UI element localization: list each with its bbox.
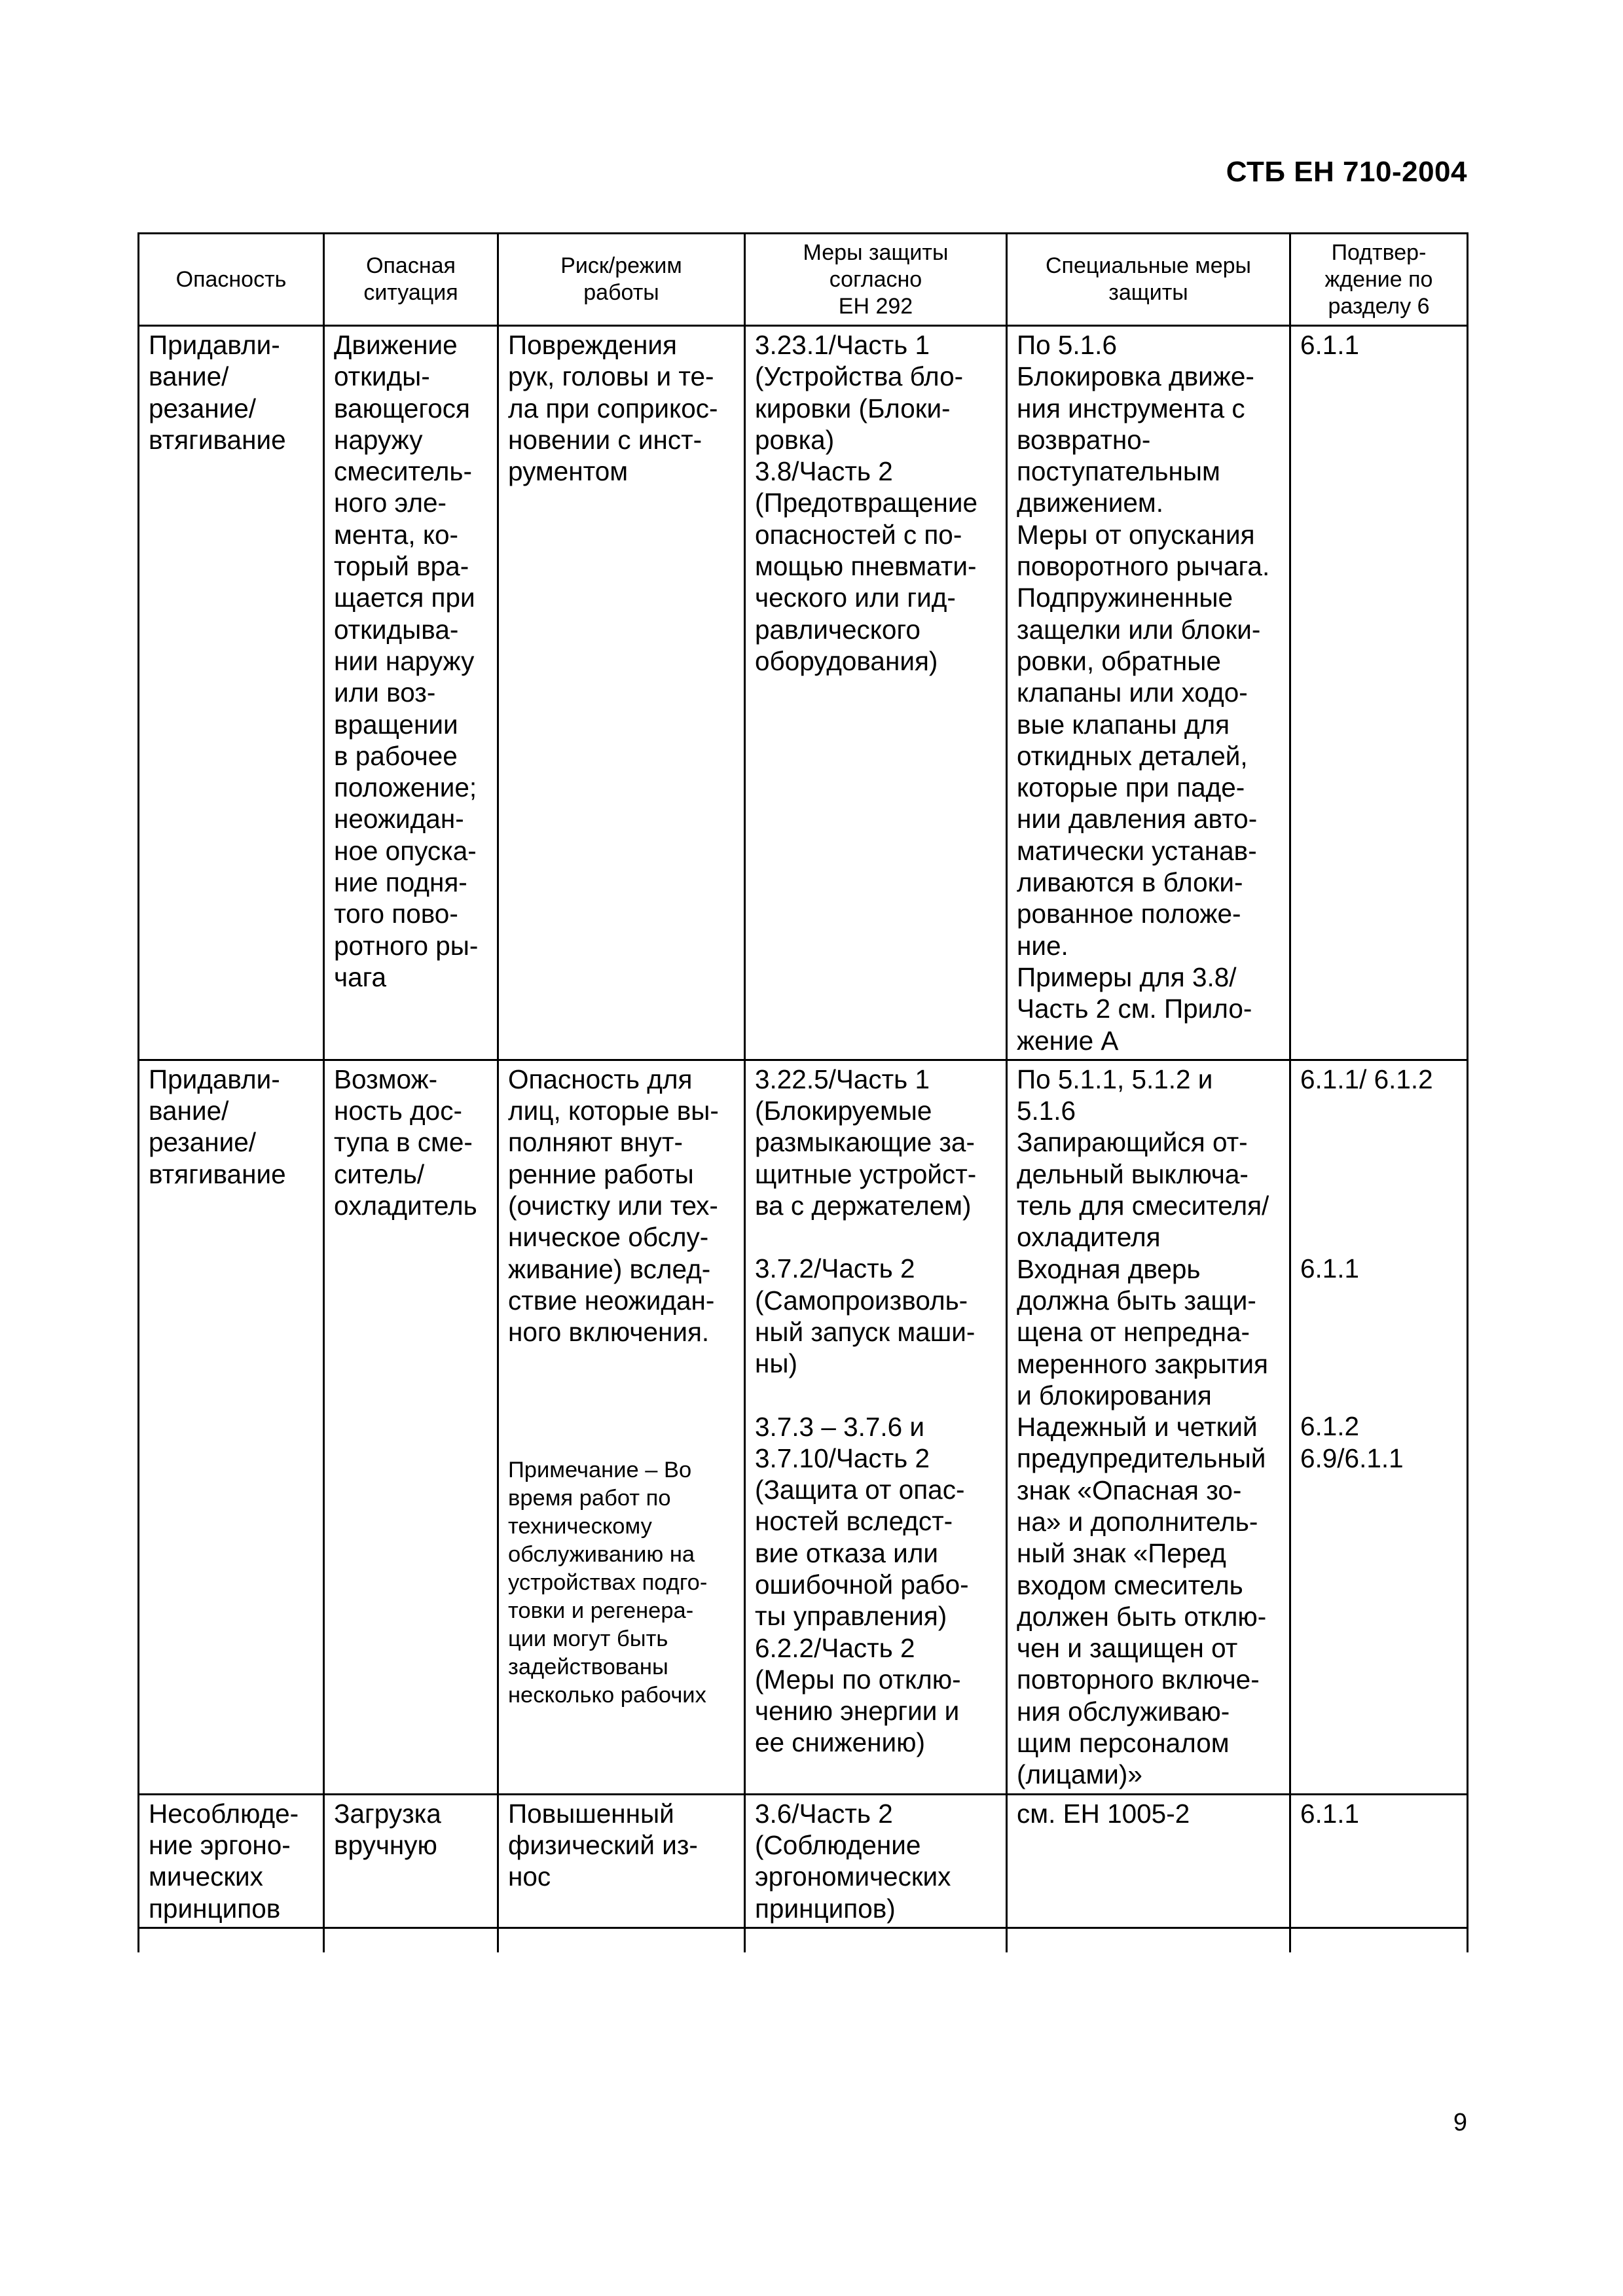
confirm-block-b: 6.1.1	[1300, 1253, 1360, 1284]
cell-hazard: Придавли- вание/ резание/ втягивание	[139, 1060, 324, 1794]
special-block-b: Входная дверь должна быть защи- щена от непредна- меренного закрытия и блокирования	[1017, 1253, 1268, 1410]
cell-measures: 3.6/Часть 2 (Соблюдение эргономических принципов)	[745, 1794, 1007, 1928]
column-header-confirm: Подтвер- ждение по разделу 6	[1290, 234, 1468, 326]
document-code: СТБ ЕН 710-2004	[1226, 156, 1467, 188]
cell-measures	[745, 1060, 1007, 1794]
cell-special: По 5.1.6 Блокировка движе- ния инструмента с возвратно- поступательным движением. Меры от опускания поворотного рычага. Подпружиненные защелки или блоки- ровки, обратные клапаны или ходо- вые клапаны для откидных деталей, которые при паде- нии давления авто- матически устанав- ливаются в блоки- рованное положе- ние. Примеры для 3.8/ Часть 2 см. Прило- жение А	[1007, 326, 1290, 1060]
column-header-hazard: Опасность	[139, 234, 324, 326]
cell-confirm: 6.1.1	[1290, 326, 1468, 1060]
table-row	[139, 326, 1468, 1060]
special-block-a: По 5.1.1, 5.1.2 и 5.1.6 Запирающийся от- дельный выключа- тель для смесителя/ охладителя	[1017, 1064, 1269, 1253]
cell-situation: Движение откиды- вающегося наружу смеситель- ного эле- мента, ко- торый вра- щается при откидыва- нии наружу или воз- вращении в рабочее положение; неожидан- ное опуска- ние подня- того пово- ротного ры- чага	[324, 326, 498, 1060]
column-header-measures: Меры защиты согласно ЕН 292	[745, 234, 1007, 326]
cell-risk: Повреждения рук, головы и те- ла при соприкос- новении с инст- рументом	[498, 326, 745, 1060]
table-row-empty	[139, 1928, 1468, 1952]
risk-text: Опасность для лиц, которые вы- полняют внут- ренние работы (очистку или тех- ническое обслу- живание) вслед- ствие неожидан- ного включения.	[508, 1064, 719, 1348]
measures-block-b: 3.7.2/Часть 2 (Самопроизволь- ный запуск маши- ны)	[755, 1253, 976, 1379]
confirm-block-c: 6.1.2 6.9/6.1.1	[1300, 1411, 1404, 1473]
cell-confirm	[1290, 1060, 1468, 1794]
column-header-special: Специальные меры защиты	[1007, 234, 1290, 326]
cell-situation: Возмож- ность дос- тупа в сме- ситель/ охладитель	[324, 1060, 498, 1794]
page-number: 9	[1453, 2109, 1467, 2136]
measures-block-c: 3.7.3 – 3.7.6 и 3.7.10/Часть 2 (Защита от опас- ностей вследст- вие отказа или ошибочной рабо- ты управления) 6.2.2/Часть 2 (Меры по отклю- чению энергии и ее снижению)	[755, 1411, 969, 1758]
column-header-risk: Риск/режим работы	[498, 234, 745, 326]
column-header-situation: Опасная ситуация	[324, 234, 498, 326]
table-row	[139, 1060, 1468, 1794]
table-header-row	[139, 234, 1468, 326]
cell-risk	[498, 1060, 745, 1794]
cell-situation: Загрузка вручную	[324, 1794, 498, 1928]
hazard-table	[137, 232, 1468, 1952]
special-block-c: Надежный и четкий предупредительный знак «Опасная зо- на» и дополнитель- ный знак «Перед входом смеситель должен быть отклю- чен и защищен от повторного включе- ния обслуживаю- щим персоналом (лицами)»	[1017, 1412, 1267, 1790]
cell-special	[1007, 1060, 1290, 1794]
cell-confirm: 6.1.1	[1290, 1794, 1468, 1928]
cell-measures: 3.23.1/Часть 1 (Устройства бло- кировки (Блоки- ровка) 3.8/Часть 2 (Предотвращение опасностей с по- мощью пневмати- ческого или гид- равлического оборудования)	[745, 326, 1007, 1060]
cell-hazard: Придавли- вание/ резание/ втягивание	[139, 326, 324, 1060]
cell-hazard: Несоблюде- ние эргоно- мических принципов	[139, 1794, 324, 1928]
cell-risk: Повышенный физический из- нос	[498, 1794, 745, 1928]
table-row	[139, 1794, 1468, 1928]
cell-special: см. ЕН 1005-2	[1007, 1794, 1290, 1928]
measures-block-a: 3.22.5/Часть 1 (Блокируемые размыкающие за- щитные устройст- ва с держателем)	[755, 1064, 977, 1221]
note-text: Примечание – Во время работ по техническому обслуживанию на устройствах подго- товки и регенера- ции могут быть задействованы несколько рабочих	[508, 1457, 708, 1708]
confirm-block-a: 6.1.1/ 6.1.2	[1300, 1064, 1433, 1094]
